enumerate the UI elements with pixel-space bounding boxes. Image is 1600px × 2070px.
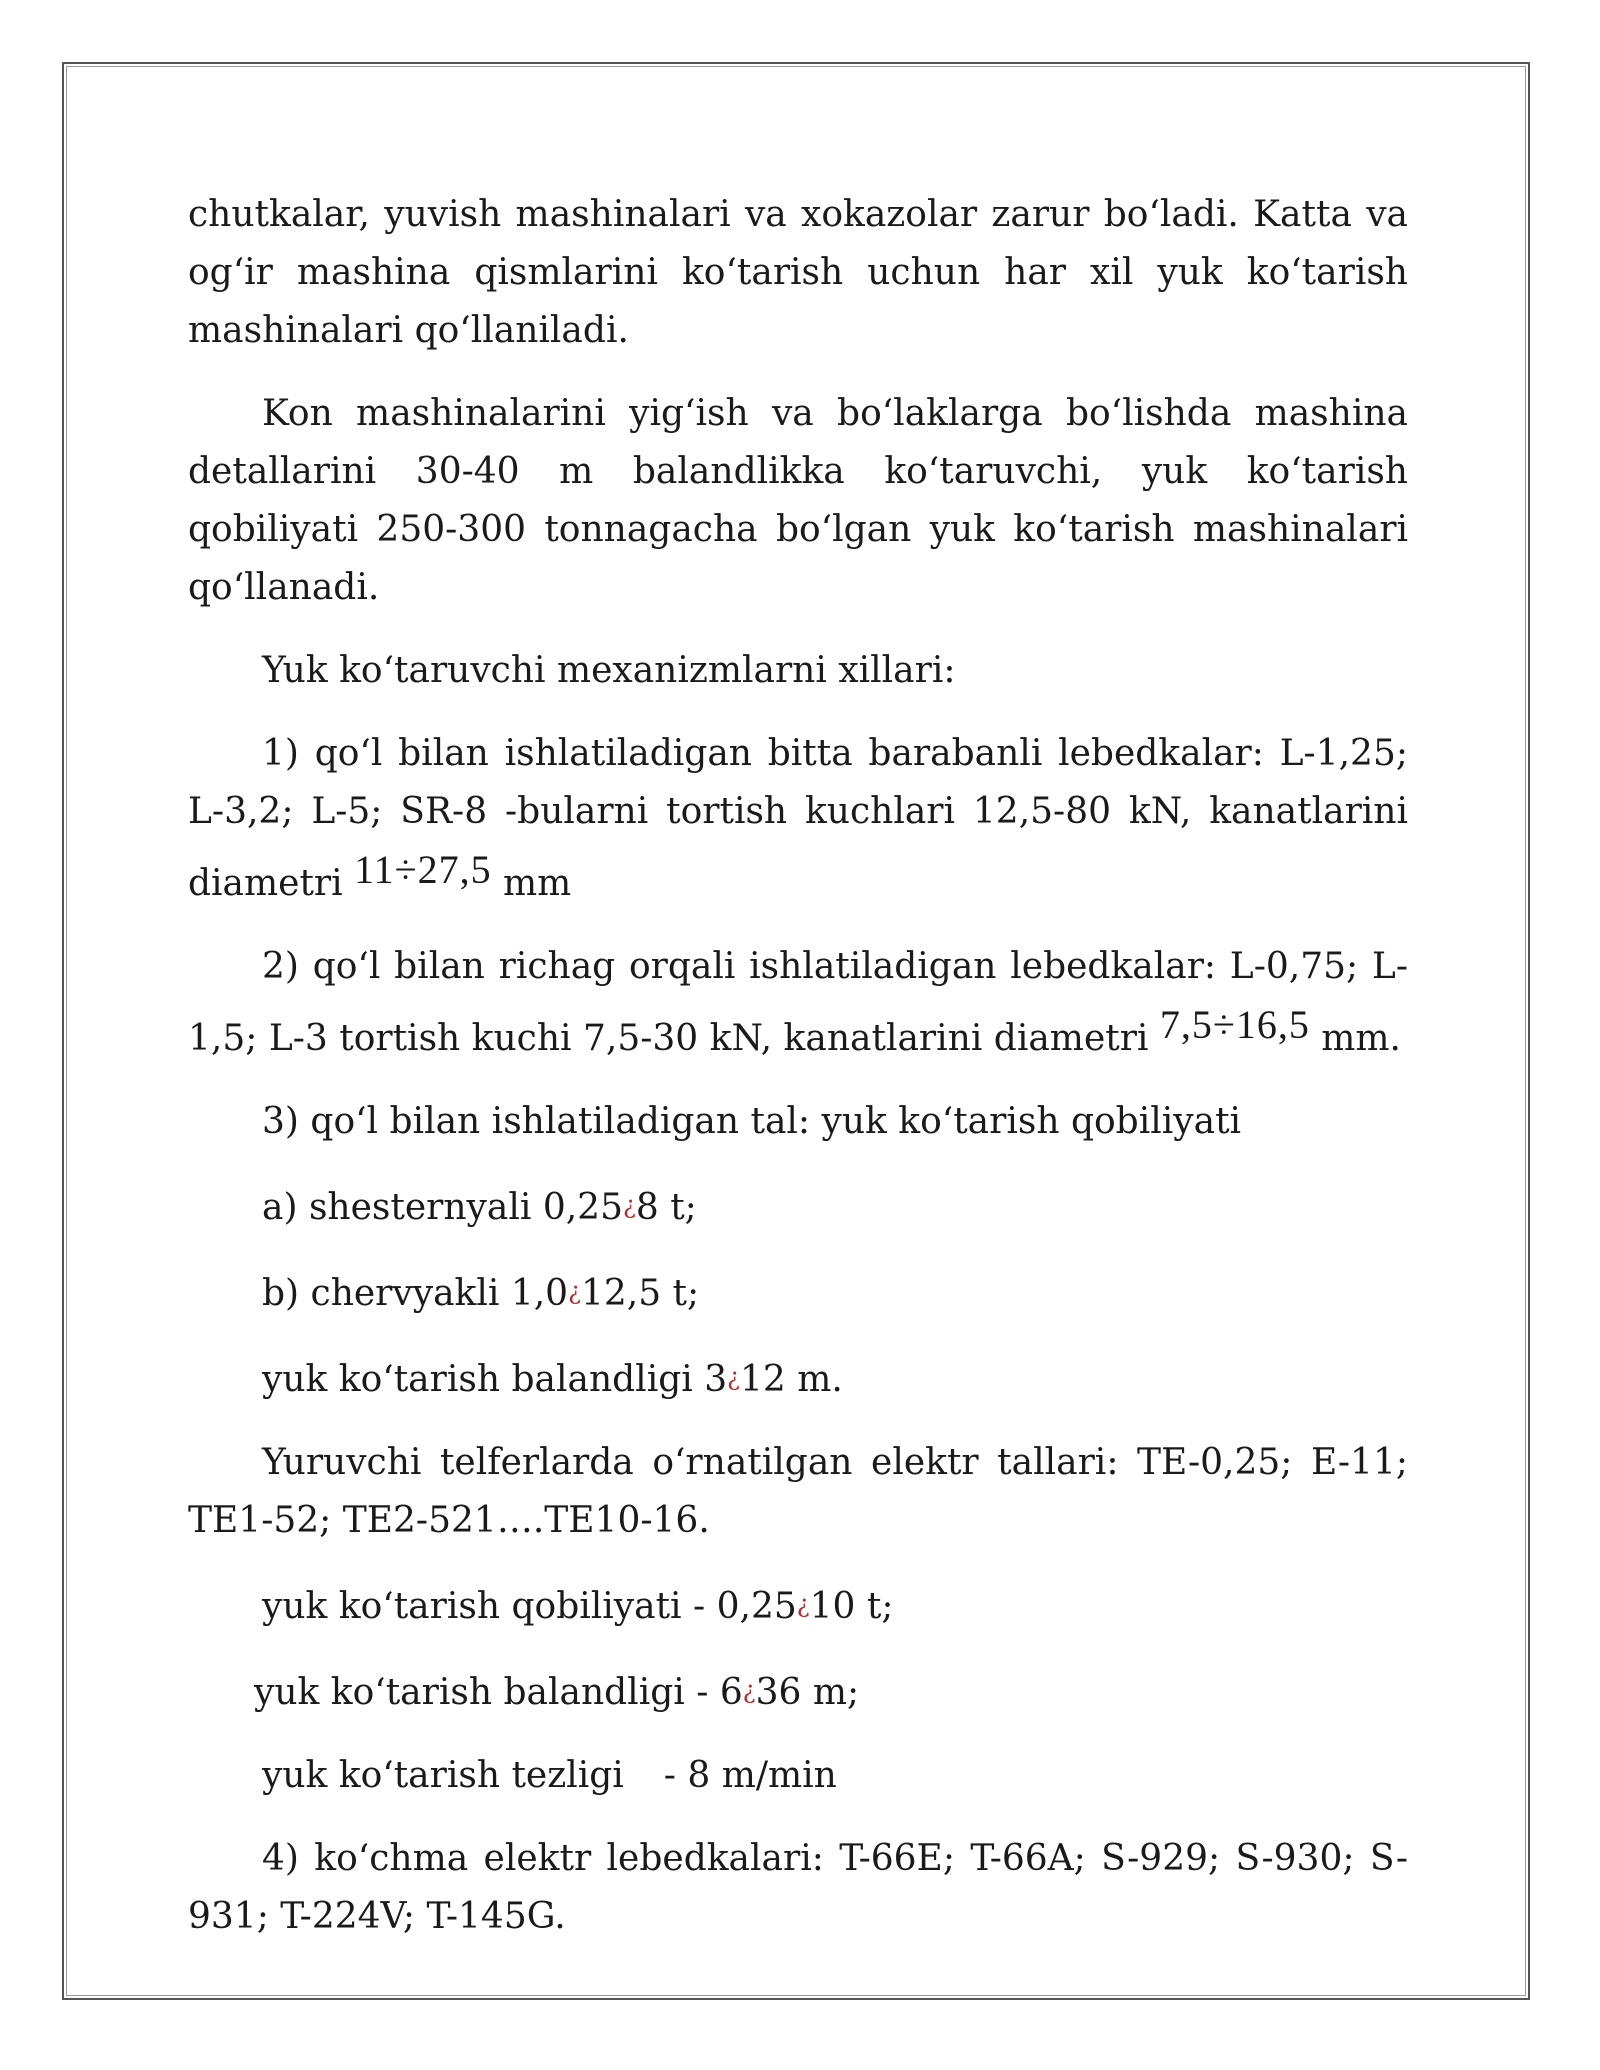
range-symbol: ¿ bbox=[796, 1590, 810, 1618]
paragraph-8-end: 12,5 t; bbox=[580, 1273, 700, 1314]
paragraph-9 bbox=[188, 1348, 1408, 1409]
paragraph-8-start: b) chervyakli 1,0 bbox=[262, 1273, 569, 1314]
paragraph-12-end: 36 m; bbox=[755, 1672, 860, 1713]
paragraph-14: 4) ko‘chma elektr lebedkalari: T-66E; T-66A; S-929; S-930; S-931; T-224V; T-145G. bbox=[188, 1838, 1408, 1937]
paragraph-11-start: yuk ko‘tarish qobiliyati - 0,25 bbox=[262, 1586, 797, 1627]
paragraph-13-start: yuk ko‘tarish tezligi bbox=[262, 1755, 624, 1796]
formula-diameter-2: 7,5÷16,5 bbox=[1159, 1002, 1310, 1047]
range-symbol: ¿ bbox=[622, 1191, 636, 1219]
range-symbol: ¿ bbox=[742, 1676, 756, 1704]
paragraph-11 bbox=[188, 1575, 1408, 1636]
paragraph-9-end: 12 m. bbox=[740, 1359, 843, 1400]
paragraph-1: chutkalar, yuvish mashinalari va xokazolar zarur bo‘ladi. Katta va og‘ir mashina qismlarini ko‘tarish uchun har xil yuk ko‘tarish mashinalari qo‘llaniladi. bbox=[188, 194, 1408, 351]
paragraph-5-text: 2) qo‘l bilan richag orqali ishlatiladigan lebedkalar: L-0,75; L-1,5; L-3 tortish kuchi 7,5-30 kN, kanatlarini diametri bbox=[188, 946, 1408, 1059]
formula-diameter-1: 11÷27,5 bbox=[354, 847, 492, 892]
paragraph-13 bbox=[188, 1747, 1408, 1805]
paragraph-11-end: 10 t; bbox=[809, 1586, 894, 1627]
paragraph-7-end: 8 t; bbox=[635, 1187, 697, 1228]
paragraph-5 bbox=[188, 938, 1408, 1068]
document-body bbox=[188, 186, 1408, 1971]
paragraph-5-unit: mm. bbox=[1309, 1018, 1402, 1059]
paragraph-6: 3) qo‘l bilan ishlatiladigan tal: yuk ko‘tarish qobiliyati bbox=[262, 1101, 1242, 1142]
paragraph-10: Yuruvchi telferlarda o‘rnatilgan elektr tallari: TE-0,25; E-11; TE1-52; TE2-521….TE10-16. bbox=[188, 1442, 1408, 1541]
paragraph-7-start: a) shesternyali 0,25 bbox=[262, 1187, 623, 1228]
range-symbol: ¿ bbox=[727, 1363, 740, 1391]
paragraph-4-text: 1) qo‘l bilan ishlatiladigan bitta barabanli lebedkalar: L-1,25; L-3,2; L-5; SR-8 -bularni tortish kuchlari 12,5-80 kN, kanatlarini diametri bbox=[188, 733, 1408, 904]
paragraph-8 bbox=[188, 1262, 1408, 1323]
range-symbol: ¿ bbox=[568, 1277, 581, 1305]
paragraph-4 bbox=[188, 725, 1408, 913]
paragraph-12-start: yuk ko‘tarish balandligi - 6 bbox=[254, 1672, 743, 1713]
paragraph-3: Yuk ko‘taruvchi mexanizmlarni xillari: bbox=[262, 650, 956, 691]
paragraph-4-unit: mm bbox=[491, 863, 572, 904]
paragraph-9-start: yuk ko‘tarish balandligi 3 bbox=[262, 1359, 728, 1400]
paragraph-2: Kon mashinalarini yig‘ish va bo‘laklarga bo‘lishda mashina detallarini 30-40 m balandlikka ko‘taruvchi, yuk ko‘tarish qobiliyati 250-300 tonnagacha bo‘lgan yuk ko‘tarish mashinalari qo‘llanadi. bbox=[188, 393, 1408, 608]
paragraph-7 bbox=[188, 1176, 1408, 1237]
paragraph-12 bbox=[188, 1661, 1408, 1722]
paragraph-13-end: - 8 m/min bbox=[663, 1755, 837, 1796]
